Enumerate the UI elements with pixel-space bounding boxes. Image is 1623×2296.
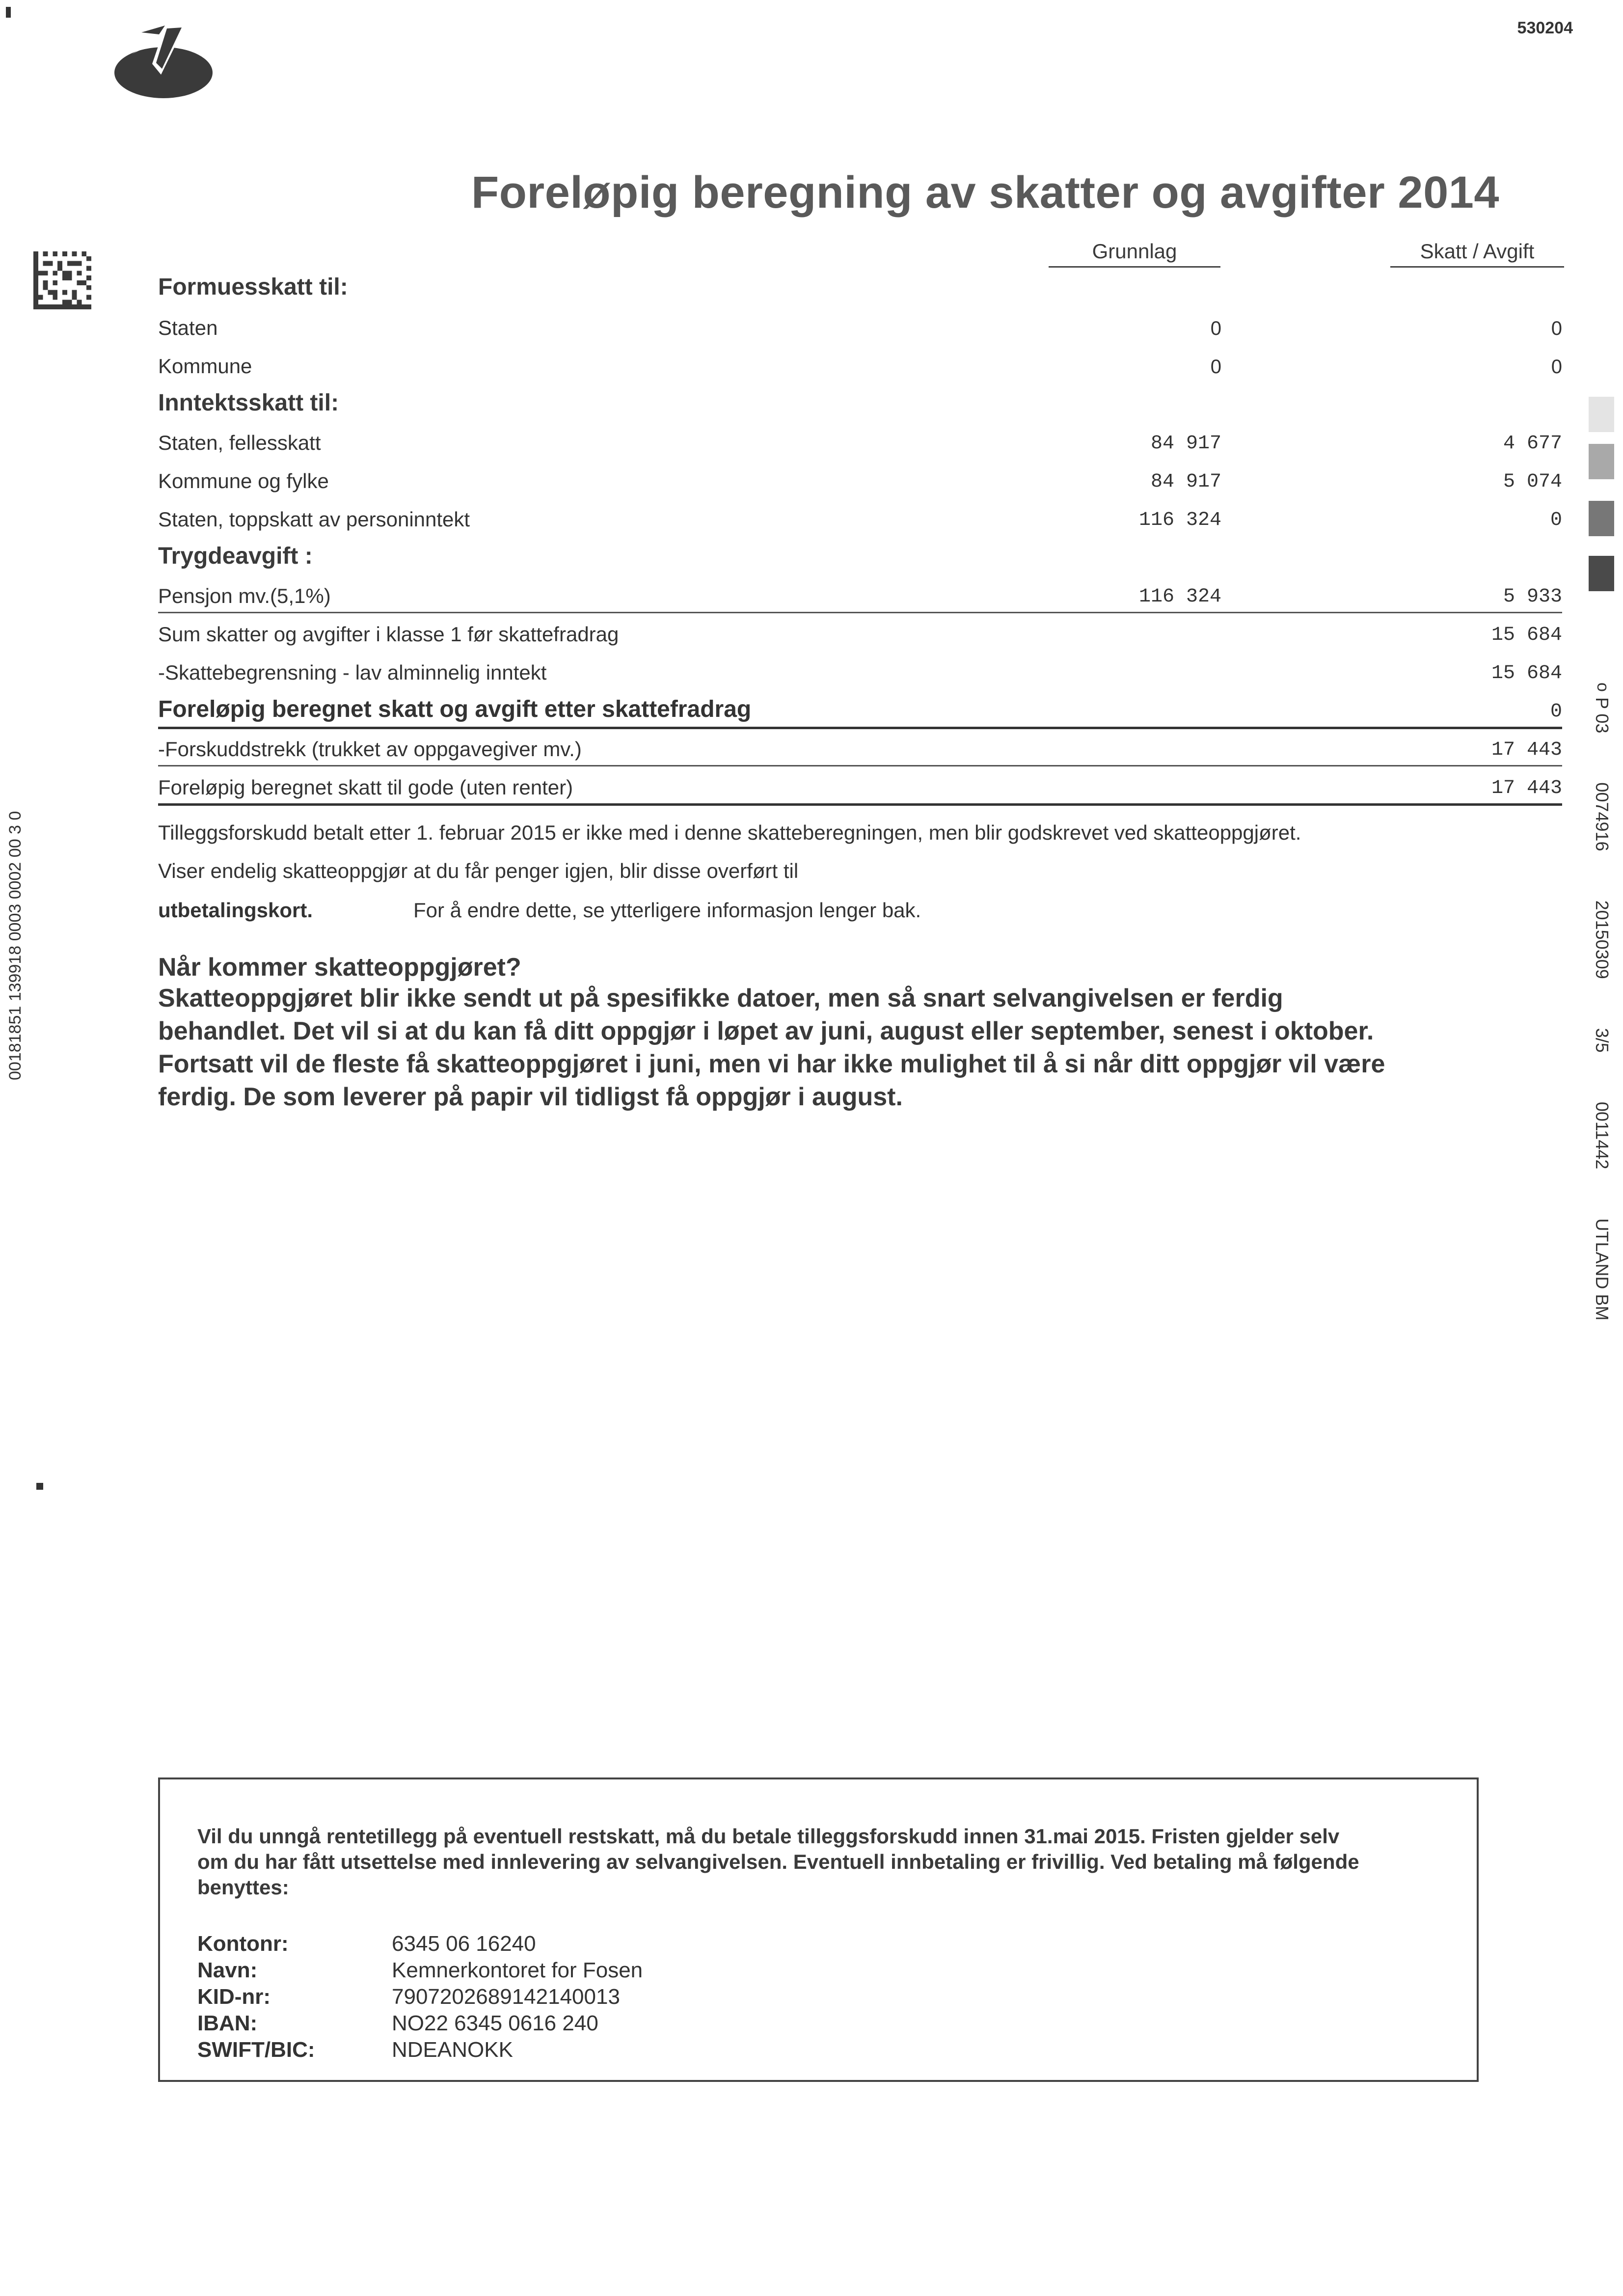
registration-mark [6,7,11,18]
table-row-section-trygdeavgift [158,539,1562,574]
payment-value: NO22 6345 0616 240 [392,2011,598,2035]
table-row [158,424,1562,459]
row-label: Staten, fellesskatt [158,431,321,454]
side-mark-right: o [1594,683,1612,692]
row-label: Staten [158,316,218,339]
payment-details [197,1931,643,2063]
gray-swatch [1589,397,1614,432]
table-row [158,654,1562,688]
table-row [158,348,1562,382]
side-item: 0011442 [1592,1101,1612,1170]
side-item: P 03 [1592,697,1612,734]
row-label: Foreløpig beregnet skatt til gode (uten renter) [158,776,573,799]
payment-row [197,2010,643,2037]
table-row [158,577,1562,613]
payment-key: Navn: [197,1958,258,1982]
row-label: Pensjon mv.(5,1%) [158,584,331,607]
side-item: UTLAND BM [1592,1218,1612,1321]
section-heading: Inntektsskatt til: [158,390,339,416]
skatt-value: 5 074 [1503,471,1562,493]
payment-value: 7907202689142140013 [392,1985,620,2009]
payment-value: 6345 06 16240 [392,1932,536,1956]
side-item: 3/5 [1592,1028,1612,1053]
skatt-value: 0 [1550,509,1562,531]
payment-key: Kontonr: [197,1932,289,1956]
row-label: -Skattebegrensning - lav alminnelig inntekt [158,661,547,684]
section-heading: Formuesskatt til: [158,274,348,300]
table-row [158,501,1562,535]
payment-row [197,2037,643,2063]
skatt-value: 17 443 [1491,739,1562,761]
table-row-section-formuesskatt [158,270,1562,304]
table-row-subtotal [158,692,1562,729]
payment-key: KID-nr: [197,1985,271,2009]
gray-swatch [1589,556,1614,591]
grunnlag-value: 84 917 [1150,471,1221,493]
table-row [158,309,1562,344]
stylized-arrow-logo [112,24,215,102]
payment-info-box [158,1777,1479,2082]
side-item: 0074916 [1592,782,1612,851]
skatt-value: 15 684 [1491,624,1562,646]
table-row [158,463,1562,497]
grunnlag-value: 84 917 [1150,433,1221,455]
payment-row [197,1984,643,2010]
payment-value: NDEANOKK [392,2038,513,2062]
grunnlag-value: 116 324 [1138,509,1221,531]
section-heading: Trygdeavgift : [158,543,313,569]
payment-key: SWIFT/BIC: [197,2038,315,2062]
payment-intro: Vil du unngå rentetillegg på eventuell restskatt, må du betale tilleggsforskudd innen 31.mai 2015. Fristen gjelder selv om du har fått utsettelse med innlevering av selvangivelsen. Eventuell innbetaling er frivillig. Ved betaling må følgende benyttes: [197,1825,1359,1899]
faq-question: Når kommer skatteoppgjøret? [158,953,521,982]
table-row-section-inntektsskatt [158,386,1562,420]
grunnlag-value: 0 [1210,318,1221,339]
row-label: Kommune og fylke [158,469,329,492]
side-reference-right [1592,697,1612,1365]
side-reference-left: 00181851 139918 0003 0002 00 3 0 [6,811,25,1080]
table-row [158,731,1562,766]
column-header-grunnlag: Grunnlag [1049,240,1220,268]
grunnlag-value: 116 324 [1138,586,1221,608]
skatt-value: 17 443 [1491,777,1562,799]
note-utbetalingskort-rest: For å endre dette, se ytterligere informasjon lenger bak. [413,899,921,922]
payment-row [197,1931,643,1957]
skatt-value: 15 684 [1491,662,1562,684]
skatt-value: 5 933 [1503,586,1562,608]
side-item: 20150309 [1592,900,1612,979]
skatt-value: 0 [1551,318,1562,339]
faq-answer: Skatteoppgjøret blir ikke sendt ut på spesifikke datoer, men så snart selvangivelsen er ferdig behandlet. Det vil si at du kan få ditt oppgjør i løpet av juni, august eller september, senest i oktober. Fortsatt vil de fleste få skatteoppgjøret i juni, men vi har ikke mulighet til å si når ditt oppgjør vil være ferdig. De som leverer på papir vil tidligst få oppgjør i august. [158,984,1385,1111]
row-label: -Forskuddstrekk (trukket av oppgavegiver mv.) [158,738,582,761]
note-utbetalingskort [158,899,921,922]
row-label: Staten, toppskatt av personinntekt [158,508,470,531]
table-row-total [158,769,1562,806]
note-tilleggsforskudd: Tilleggsforskudd betalt etter 1. februar 2015 er ikke med i denne skatteberegningen, men blir godskrevet ved skatteoppgjøret. [158,821,1301,844]
registration-mark [36,1483,43,1490]
note-utbetalingskort-bold: utbetalingskort. [158,899,313,922]
payment-row [197,1957,643,1984]
payment-value: Kemnerkontoret for Fosen [392,1958,643,1982]
skatt-value: 0 [1550,701,1562,723]
gray-swatch [1589,501,1614,536]
payment-key: IBAN: [197,2011,258,2035]
row-label: Foreløpig beregnet skatt og avgift etter skattefradrag [158,696,752,722]
grunnlag-value: 0 [1210,356,1221,378]
note-overfort: Viser endelig skatteoppgjør at du får penger igjen, blir disse overført til [158,859,799,882]
skatt-value: 0 [1551,356,1562,378]
skatt-value: 4 677 [1503,433,1562,455]
document-number: 530204 [1517,19,1573,37]
row-label: Sum skatter og avgifter i klasse 1 før skattefradrag [158,623,619,646]
column-header-skatt: Skatt / Avgift [1390,240,1564,268]
table-row [158,616,1562,650]
matrix-barcode [32,251,92,309]
gray-swatch [1589,444,1614,479]
page-title: Foreløpig beregning av skatter og avgifter 2014 [471,167,1500,218]
row-label: Kommune [158,355,252,378]
